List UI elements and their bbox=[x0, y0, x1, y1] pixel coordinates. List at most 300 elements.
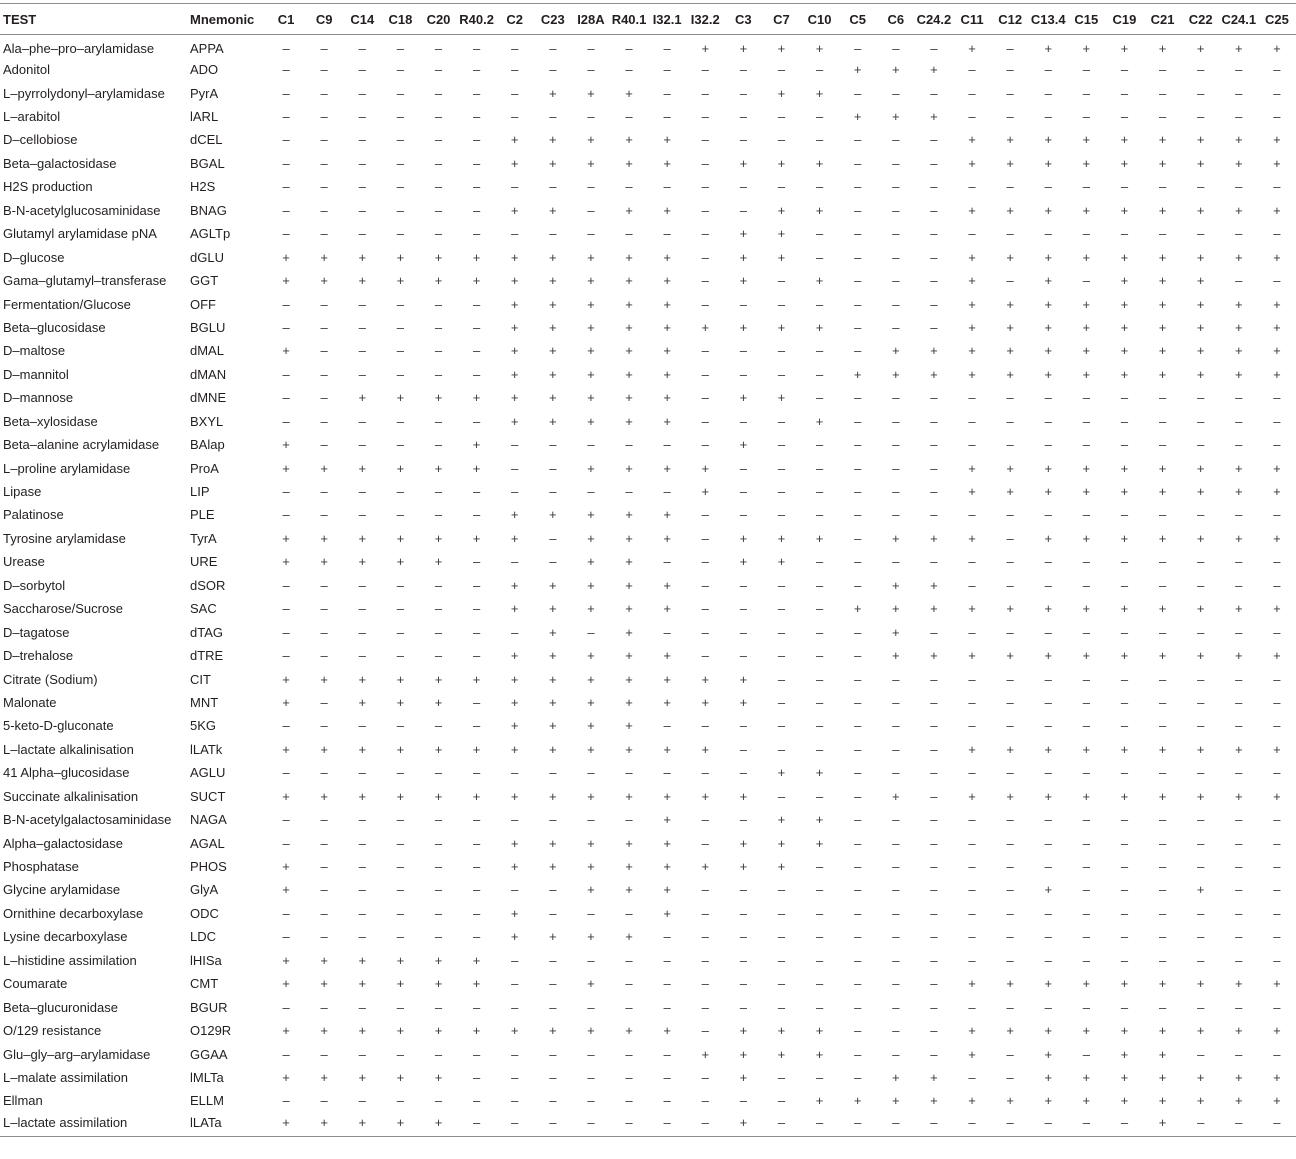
result-cell: + bbox=[701, 671, 710, 687]
result-cell: + bbox=[1120, 319, 1129, 335]
result-cell: + bbox=[320, 741, 328, 757]
result-cell: – bbox=[320, 507, 328, 523]
result-cell: – bbox=[472, 484, 481, 500]
result-cell: – bbox=[892, 460, 900, 476]
test-name-cell: L–lactate alkalinisation bbox=[3, 741, 134, 757]
result-cell: – bbox=[1006, 929, 1014, 945]
result-cell: – bbox=[739, 952, 747, 968]
result-cell: + bbox=[1120, 1069, 1129, 1085]
result-cell: – bbox=[587, 952, 595, 968]
result-cell: + bbox=[1044, 484, 1053, 500]
result-cell: – bbox=[892, 718, 900, 734]
result-cell: + bbox=[549, 929, 557, 945]
result-cell: + bbox=[472, 437, 481, 453]
result-cell: + bbox=[815, 413, 824, 429]
result-cell: + bbox=[1120, 460, 1129, 476]
result-cell: + bbox=[739, 1069, 748, 1085]
mnemonic-cell: lARL bbox=[190, 109, 219, 125]
result-cell: + bbox=[510, 343, 519, 359]
result-cell: – bbox=[472, 85, 481, 101]
result-cell: + bbox=[701, 319, 710, 335]
result-cell: – bbox=[1006, 812, 1014, 828]
result-cell: – bbox=[625, 40, 633, 56]
result-cell: – bbox=[701, 882, 709, 898]
result-cell: + bbox=[282, 859, 290, 875]
column-header-strain: C14 bbox=[343, 4, 381, 35]
result-cell: – bbox=[358, 296, 366, 312]
result-cell: – bbox=[701, 999, 709, 1015]
result-cell: + bbox=[1196, 1069, 1205, 1085]
result-cell: + bbox=[282, 694, 290, 710]
result-cell: – bbox=[701, 132, 709, 148]
result-cell: + bbox=[1044, 249, 1053, 265]
result-cell: – bbox=[701, 249, 709, 265]
result-cell: – bbox=[1235, 765, 1243, 781]
result-cell: – bbox=[1197, 812, 1205, 828]
result-cell: – bbox=[968, 812, 976, 828]
result-cell: + bbox=[1120, 273, 1129, 289]
result-cell: – bbox=[434, 132, 443, 148]
result-cell: – bbox=[930, 835, 938, 851]
result-cell: – bbox=[1082, 507, 1090, 523]
result-cell: + bbox=[663, 413, 671, 429]
result-cell: – bbox=[1044, 671, 1052, 687]
result-cell: – bbox=[1158, 999, 1167, 1015]
table-row bbox=[0, 925, 1296, 948]
result-cell: + bbox=[968, 1023, 976, 1039]
result-cell: – bbox=[930, 882, 938, 898]
result-cell: – bbox=[1044, 390, 1052, 406]
result-cell: – bbox=[320, 882, 328, 898]
table-row bbox=[0, 433, 1296, 456]
result-cell: + bbox=[1006, 788, 1014, 804]
result-cell: + bbox=[549, 577, 557, 593]
result-cell: – bbox=[434, 929, 443, 945]
result-cell: – bbox=[396, 577, 404, 593]
result-cell: + bbox=[968, 202, 976, 218]
result-cell: – bbox=[358, 1093, 366, 1109]
result-cell: – bbox=[320, 929, 328, 945]
result-cell: – bbox=[739, 460, 747, 476]
result-cell: – bbox=[625, 976, 633, 992]
result-cell: + bbox=[587, 741, 595, 757]
result-cell: – bbox=[320, 155, 328, 171]
result-cell: – bbox=[930, 273, 938, 289]
result-cell: – bbox=[892, 929, 900, 945]
result-cell: – bbox=[282, 85, 290, 101]
result-cell: + bbox=[1044, 882, 1053, 898]
result-cell: – bbox=[320, 132, 328, 148]
result-cell: + bbox=[663, 671, 671, 687]
result-cell: + bbox=[815, 40, 824, 56]
mnemonic-cell: H2S bbox=[190, 179, 216, 195]
result-cell: – bbox=[892, 484, 900, 500]
result-cell: – bbox=[396, 319, 404, 335]
result-cell: + bbox=[549, 601, 557, 617]
result-cell: – bbox=[854, 1046, 862, 1062]
result-cell: – bbox=[549, 484, 557, 500]
result-cell: + bbox=[1234, 132, 1243, 148]
result-cell: + bbox=[625, 554, 633, 570]
result-cell: + bbox=[1273, 132, 1281, 148]
result-cell: + bbox=[968, 601, 976, 617]
result-cell: – bbox=[815, 577, 824, 593]
result-cell: – bbox=[472, 507, 481, 523]
result-cell: + bbox=[472, 390, 481, 406]
result-cell: + bbox=[1196, 155, 1205, 171]
result-cell: + bbox=[472, 952, 481, 968]
result-cell: – bbox=[358, 413, 366, 429]
result-cell: – bbox=[1158, 882, 1167, 898]
result-cell: + bbox=[587, 1023, 595, 1039]
result-cell: – bbox=[1158, 507, 1167, 523]
result-cell: + bbox=[472, 273, 481, 289]
result-cell: – bbox=[1235, 437, 1243, 453]
result-cell: – bbox=[511, 976, 519, 992]
result-cell: – bbox=[1006, 882, 1014, 898]
result-cell: + bbox=[587, 530, 595, 546]
result-cell: + bbox=[587, 155, 595, 171]
test-name-cell: Saccharose/Sucrose bbox=[3, 601, 123, 617]
result-cell: – bbox=[511, 624, 519, 640]
mnemonic-cell: URE bbox=[190, 554, 218, 570]
result-cell: – bbox=[1120, 62, 1129, 78]
test-name-cell: D–mannitol bbox=[3, 366, 69, 382]
result-cell: – bbox=[815, 437, 824, 453]
result-cell: + bbox=[267, 1113, 305, 1136]
result-cell: + bbox=[701, 1046, 710, 1062]
mnemonic-cell: CIT bbox=[190, 671, 211, 687]
result-cell: – bbox=[1158, 765, 1167, 781]
result-cell: – bbox=[1235, 577, 1243, 593]
result-cell: – bbox=[854, 812, 862, 828]
result-cell: – bbox=[663, 85, 671, 101]
result-cell: + bbox=[1196, 202, 1205, 218]
mnemonic-cell: dCEL bbox=[190, 132, 223, 148]
result-cell: – bbox=[701, 155, 709, 171]
result-cell: + bbox=[587, 366, 595, 382]
mnemonic-cell: dMAL bbox=[190, 343, 224, 359]
result-cell: + bbox=[587, 882, 595, 898]
result-cell: – bbox=[1120, 694, 1129, 710]
result-cell: – bbox=[777, 601, 786, 617]
table-row bbox=[0, 245, 1296, 268]
result-cell: – bbox=[777, 366, 786, 382]
result-cell: + bbox=[1120, 366, 1129, 382]
result-cell: + bbox=[815, 202, 824, 218]
result-cell: + bbox=[777, 226, 786, 242]
result-cell: – bbox=[739, 179, 747, 195]
result-cell: – bbox=[358, 859, 366, 875]
result-cell: + bbox=[968, 155, 976, 171]
result-cell: – bbox=[968, 554, 976, 570]
result-cell: – bbox=[625, 905, 633, 921]
result-cell: – bbox=[892, 155, 900, 171]
result-cell: + bbox=[1273, 460, 1281, 476]
result-cell: – bbox=[472, 929, 481, 945]
result-cell: – bbox=[472, 343, 481, 359]
result-cell: + bbox=[663, 343, 671, 359]
result-cell: – bbox=[472, 648, 481, 664]
result-cell: – bbox=[434, 718, 443, 734]
result-cell: – bbox=[701, 62, 709, 78]
result-cell: + bbox=[358, 788, 367, 804]
column-header-strain: C19 bbox=[1105, 4, 1143, 35]
result-cell: – bbox=[930, 390, 938, 406]
mnemonic-cell: CMT bbox=[190, 976, 219, 992]
result-cell: – bbox=[1082, 85, 1090, 101]
mnemonic-cell: PLE bbox=[190, 507, 215, 523]
result-cell: – bbox=[739, 413, 747, 429]
result-cell: – bbox=[511, 437, 519, 453]
result-cell: – bbox=[930, 694, 938, 710]
result-cell: – bbox=[1235, 62, 1243, 78]
result-cell: – bbox=[396, 343, 404, 359]
result-cell: + bbox=[358, 460, 367, 476]
result-cell: + bbox=[777, 554, 786, 570]
result-cell: + bbox=[1006, 1023, 1014, 1039]
result-cell: – bbox=[1273, 85, 1281, 101]
result-cell: + bbox=[1196, 273, 1205, 289]
result-cell: – bbox=[777, 413, 786, 429]
result-cell: – bbox=[739, 601, 747, 617]
result-cell: + bbox=[1158, 40, 1167, 56]
result-cell: – bbox=[1120, 859, 1129, 875]
result-cell: – bbox=[472, 155, 481, 171]
result-cell: – bbox=[1158, 694, 1167, 710]
result-cell: – bbox=[815, 460, 824, 476]
result-cell: + bbox=[625, 85, 633, 101]
result-cell: – bbox=[701, 718, 709, 734]
result-cell: – bbox=[739, 976, 747, 992]
result-cell: + bbox=[1196, 132, 1205, 148]
test-name-cell: Ellman bbox=[3, 1093, 43, 1109]
result-cell: + bbox=[1082, 648, 1091, 664]
result-cell: – bbox=[282, 109, 290, 125]
result-cell: – bbox=[1235, 624, 1243, 640]
result-cell: – bbox=[1082, 577, 1090, 593]
result-cell: – bbox=[739, 999, 747, 1015]
result-cell: – bbox=[777, 741, 786, 757]
result-cell: + bbox=[1273, 249, 1281, 265]
result-cell: + bbox=[396, 741, 405, 757]
result-cell: + bbox=[510, 155, 519, 171]
result-cell: + bbox=[739, 694, 748, 710]
result-cell: – bbox=[1044, 413, 1052, 429]
result-cell: – bbox=[282, 765, 290, 781]
result-cell: – bbox=[777, 648, 786, 664]
result-cell: – bbox=[892, 413, 900, 429]
result-cell: – bbox=[1044, 812, 1052, 828]
test-name-cell: Beta–galactosidase bbox=[3, 155, 117, 171]
column-header-strain: C25 bbox=[1258, 4, 1296, 35]
result-cell: + bbox=[625, 132, 633, 148]
result-cell: – bbox=[511, 999, 519, 1015]
result-cell: – bbox=[854, 273, 862, 289]
result-cell: – bbox=[777, 624, 786, 640]
result-cell: + bbox=[549, 507, 557, 523]
mnemonic-cell: LIP bbox=[190, 484, 210, 500]
result-cell: – bbox=[701, 109, 709, 125]
result-cell: – bbox=[854, 530, 862, 546]
result-cell: + bbox=[777, 812, 786, 828]
result-cell: – bbox=[587, 765, 595, 781]
result-cell: – bbox=[396, 179, 404, 195]
mnemonic-cell: AGAL bbox=[190, 835, 225, 851]
result-cell: – bbox=[472, 765, 481, 781]
result-cell: – bbox=[1273, 882, 1281, 898]
result-cell: – bbox=[358, 85, 366, 101]
column-header-strain: I32.2 bbox=[686, 4, 724, 35]
result-cell: – bbox=[930, 413, 938, 429]
result-cell: – bbox=[396, 109, 404, 125]
header-row bbox=[0, 4, 1296, 35]
result-cell: – bbox=[358, 202, 366, 218]
result-cell: + bbox=[1120, 530, 1129, 546]
result-cell: – bbox=[777, 437, 786, 453]
result-cell: – bbox=[701, 624, 709, 640]
result-cell: + bbox=[472, 1023, 481, 1039]
table-row bbox=[0, 550, 1296, 573]
result-cell: + bbox=[1273, 976, 1281, 992]
result-cell: + bbox=[587, 460, 595, 476]
test-name-cell: Beta–glucuronidase bbox=[3, 999, 118, 1015]
result-cell: – bbox=[396, 85, 404, 101]
result-cell: + bbox=[358, 694, 367, 710]
result-cell: + bbox=[1006, 296, 1014, 312]
result-cell: + bbox=[1273, 155, 1281, 171]
result-cell: + bbox=[1006, 132, 1014, 148]
column-header-strain: C1 bbox=[267, 4, 305, 35]
result-cell: – bbox=[854, 460, 862, 476]
result-cell: + bbox=[625, 507, 633, 523]
result-cell: + bbox=[396, 460, 405, 476]
result-cell: + bbox=[358, 976, 367, 992]
result-cell: – bbox=[1120, 624, 1129, 640]
result-cell: + bbox=[282, 530, 290, 546]
result-cell: – bbox=[511, 554, 519, 570]
mnemonic-cell: dTRE bbox=[190, 648, 224, 664]
result-cell: + bbox=[549, 343, 557, 359]
result-cell: + bbox=[1082, 343, 1091, 359]
table-row bbox=[0, 667, 1296, 690]
result-cell: + bbox=[1158, 601, 1167, 617]
test-name-cell: B-N-acetylgalactosaminidase bbox=[3, 812, 172, 828]
result-cell: – bbox=[1082, 226, 1090, 242]
result-cell: – bbox=[511, 1046, 519, 1062]
mnemonic-cell: lLATk bbox=[190, 741, 223, 757]
result-cell: – bbox=[739, 85, 747, 101]
result-cell: – bbox=[739, 882, 747, 898]
test-name-cell: Urease bbox=[3, 554, 45, 570]
result-cell: + bbox=[510, 296, 519, 312]
test-name-cell: B-N-acetylglucosaminidase bbox=[3, 202, 161, 218]
result-cell: + bbox=[1196, 484, 1205, 500]
result-cell: + bbox=[1120, 741, 1129, 757]
result-cell: – bbox=[968, 765, 976, 781]
result-cell: + bbox=[892, 530, 900, 546]
result-cell: – bbox=[815, 343, 824, 359]
result-cell: – bbox=[549, 437, 557, 453]
result-cell: – bbox=[663, 929, 671, 945]
result-cell: + bbox=[549, 741, 557, 757]
mnemonic-cell: ELLM bbox=[190, 1093, 224, 1109]
result-cell: + bbox=[1196, 882, 1205, 898]
result-cell: – bbox=[511, 952, 519, 968]
result-cell: – bbox=[434, 765, 443, 781]
result-cell: – bbox=[472, 179, 481, 195]
result-cell: – bbox=[472, 1093, 481, 1109]
result-cell: – bbox=[625, 952, 633, 968]
result-cell: – bbox=[1082, 929, 1090, 945]
result-cell: – bbox=[739, 343, 747, 359]
result-cell: + bbox=[1273, 484, 1281, 500]
result-cell: – bbox=[777, 273, 786, 289]
result-cell: + bbox=[1234, 460, 1243, 476]
result-cell: – bbox=[1158, 554, 1167, 570]
result-cell: + bbox=[510, 366, 519, 382]
result-cell: – bbox=[320, 413, 328, 429]
result-cell: – bbox=[1273, 437, 1281, 453]
result-cell: – bbox=[1158, 905, 1167, 921]
result-cell: + bbox=[625, 460, 633, 476]
test-name-cell: 5-keto-D-gluconate bbox=[3, 718, 114, 734]
result-cell: – bbox=[739, 741, 747, 757]
result-cell: – bbox=[1044, 179, 1052, 195]
result-cell: – bbox=[1006, 390, 1014, 406]
result-cell: – bbox=[854, 929, 862, 945]
result-cell: – bbox=[1273, 765, 1281, 781]
result-cell: – bbox=[815, 484, 824, 500]
result-cell: – bbox=[282, 999, 290, 1015]
result-cell: + bbox=[396, 952, 405, 968]
result-cell: – bbox=[739, 484, 747, 500]
result-cell: – bbox=[663, 40, 671, 56]
result-cell: + bbox=[587, 273, 595, 289]
result-cell: – bbox=[396, 835, 404, 851]
result-cell: – bbox=[1158, 671, 1167, 687]
table-row bbox=[0, 878, 1296, 901]
result-cell: + bbox=[396, 788, 405, 804]
result-cell: + bbox=[510, 694, 519, 710]
result-cell: – bbox=[968, 999, 976, 1015]
result-cell: – bbox=[434, 648, 443, 664]
result-cell: – bbox=[396, 905, 404, 921]
table-row bbox=[0, 480, 1296, 503]
result-cell: + bbox=[663, 132, 671, 148]
result-cell: – bbox=[1158, 390, 1167, 406]
result-cell: – bbox=[434, 296, 443, 312]
result-cell: + bbox=[549, 296, 557, 312]
result-cell: + bbox=[663, 390, 671, 406]
result-cell: – bbox=[1044, 859, 1052, 875]
result-cell: – bbox=[968, 905, 976, 921]
result-cell: – bbox=[701, 366, 709, 382]
mnemonic-cell: lMLTa bbox=[190, 1069, 224, 1085]
result-cell: + bbox=[625, 249, 633, 265]
mnemonic-cell: lLATa bbox=[187, 1113, 267, 1136]
result-cell: – bbox=[396, 601, 404, 617]
result-cell: – bbox=[434, 437, 443, 453]
result-cell: – bbox=[1235, 1046, 1243, 1062]
result-cell: – bbox=[777, 788, 786, 804]
result-cell: – bbox=[1197, 62, 1205, 78]
result-cell: + bbox=[1196, 741, 1205, 757]
result-cell: + bbox=[510, 671, 519, 687]
result-cell: – bbox=[396, 812, 404, 828]
result-cell: + bbox=[701, 460, 710, 476]
result-cell: – bbox=[815, 109, 824, 125]
